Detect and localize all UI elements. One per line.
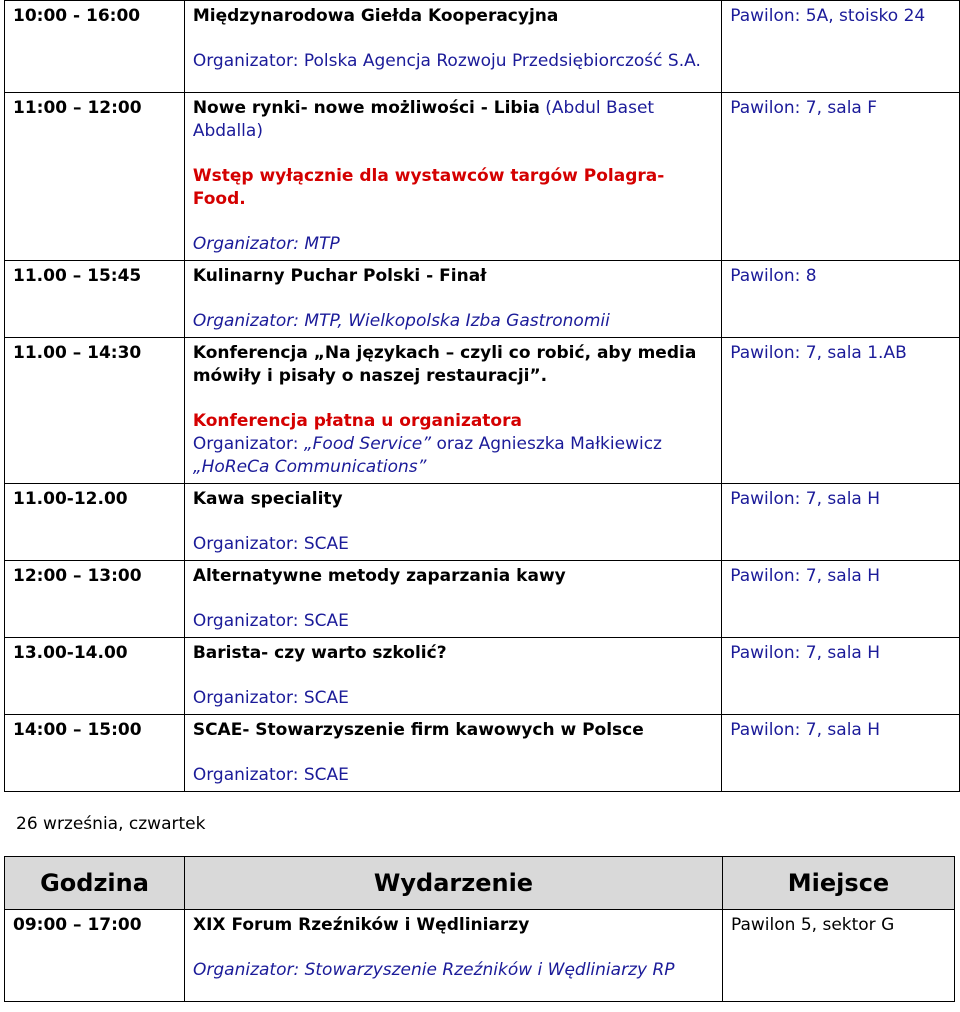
event-title: Alternatywne metody zaparzania kawy xyxy=(192,566,566,586)
header-time: Godzina xyxy=(5,857,185,910)
event-organizer: Organizator: SCAE xyxy=(192,765,349,785)
organizer-name-2: „HoReCa Communications” xyxy=(192,457,427,477)
time-cell: 11.00 – 14:30 xyxy=(5,338,185,484)
schedule-table xyxy=(4,0,960,792)
organizer-mid: oraz Agnieszka Małkiewicz xyxy=(431,434,662,454)
event-title: Kawa speciality xyxy=(192,489,343,509)
event-cell xyxy=(185,910,723,1002)
event-cell xyxy=(184,561,721,638)
organizer-prefix: Organizator: xyxy=(192,434,304,454)
header-place: Miejsce xyxy=(723,857,955,910)
event-cell xyxy=(184,715,721,792)
time-cell: 11.00 – 15:45 xyxy=(5,261,185,338)
place-cell: Pawilon: 7, sala H xyxy=(722,638,960,715)
table-header-row xyxy=(5,857,955,910)
table-row xyxy=(5,561,960,638)
place-cell: Pawilon: 7, sala 1.AB xyxy=(722,338,960,484)
schedule-table-day2 xyxy=(4,856,955,1002)
time-cell: 11.00-12.00 xyxy=(5,484,185,561)
event-organizer: Organizator: Polska Agencja Rozwoju Przedsiębiorczość S.A. xyxy=(192,51,701,71)
event-organizer: Organizator: MTP xyxy=(192,234,340,254)
place-cell: Pawilon: 7, sala H xyxy=(722,484,960,561)
table-row xyxy=(5,715,960,792)
event-organizer: Organizator: MTP, Wielkopolska Izba Gastronomii xyxy=(192,311,610,331)
section-date: 26 września, czwartek xyxy=(16,814,206,834)
table-row xyxy=(5,261,960,338)
time-cell: 09:00 – 17:00 xyxy=(5,910,185,1002)
time-cell: 13.00-14.00 xyxy=(5,638,185,715)
event-cell xyxy=(184,93,721,261)
time-cell: 12:00 – 13:00 xyxy=(5,561,185,638)
event-title: SCAE- Stowarzyszenie firm kawowych w Polsce xyxy=(192,720,644,740)
place-cell: Pawilon 5, sektor G xyxy=(723,910,955,1002)
event-note: Wstęp wyłącznie dla wystawców targów Polagra-Food. xyxy=(192,166,665,209)
event-title: Barista- czy warto szkolić? xyxy=(192,643,447,663)
event-title: XIX Forum Rzeźników i Wędliniarzy xyxy=(193,915,530,935)
event-cell xyxy=(184,638,721,715)
organizer-name: „Food Service” xyxy=(303,434,432,454)
table-row xyxy=(5,338,960,484)
event-organizer: Organizator: SCAE xyxy=(192,534,349,554)
event-cell xyxy=(184,1,721,93)
table-row xyxy=(5,93,960,261)
event-organizer xyxy=(193,433,715,479)
place-cell: Pawilon: 7, sala F xyxy=(722,93,960,261)
event-title: Kulinarny Puchar Polski - Finał xyxy=(192,266,487,286)
table-row xyxy=(5,484,960,561)
time-cell: 11:00 – 12:00 xyxy=(5,93,185,261)
time-cell: 10:00 - 16:00 xyxy=(5,1,185,93)
event-title: Międzynarodowa Giełda Kooperacyjna xyxy=(192,6,559,26)
event-title: Konferencja „Na językach – czyli co robić, aby media mówiły i pisały o naszej restauracji”. xyxy=(192,343,697,386)
place-cell: Pawilon: 5A, stoisko 24 xyxy=(722,1,960,93)
place-cell: Pawilon: 8 xyxy=(722,261,960,338)
event-note: Konferencja płatna u organizatora xyxy=(192,411,522,431)
place-cell: Pawilon: 7, sala H xyxy=(722,715,960,792)
event-cell xyxy=(184,484,721,561)
header-event: Wydarzenie xyxy=(185,857,723,910)
place-cell: Pawilon: 7, sala H xyxy=(722,561,960,638)
table-row xyxy=(5,1,960,93)
event-cell xyxy=(184,261,721,338)
event-title-suffix: (Abdul Baset Abdalla) xyxy=(192,98,655,141)
table-row xyxy=(5,638,960,715)
event-title: Nowe rynki- nowe możliwości - Libia xyxy=(192,98,540,118)
time-cell: 14:00 – 15:00 xyxy=(5,715,185,792)
event-organizer: Organizator: SCAE xyxy=(192,611,349,631)
table-row xyxy=(5,910,955,1002)
event-cell xyxy=(184,338,721,484)
event-organizer: Organizator: Stowarzyszenie Rzeźników i Wędliniarzy RP xyxy=(193,960,675,980)
event-organizer: Organizator: SCAE xyxy=(192,688,349,708)
